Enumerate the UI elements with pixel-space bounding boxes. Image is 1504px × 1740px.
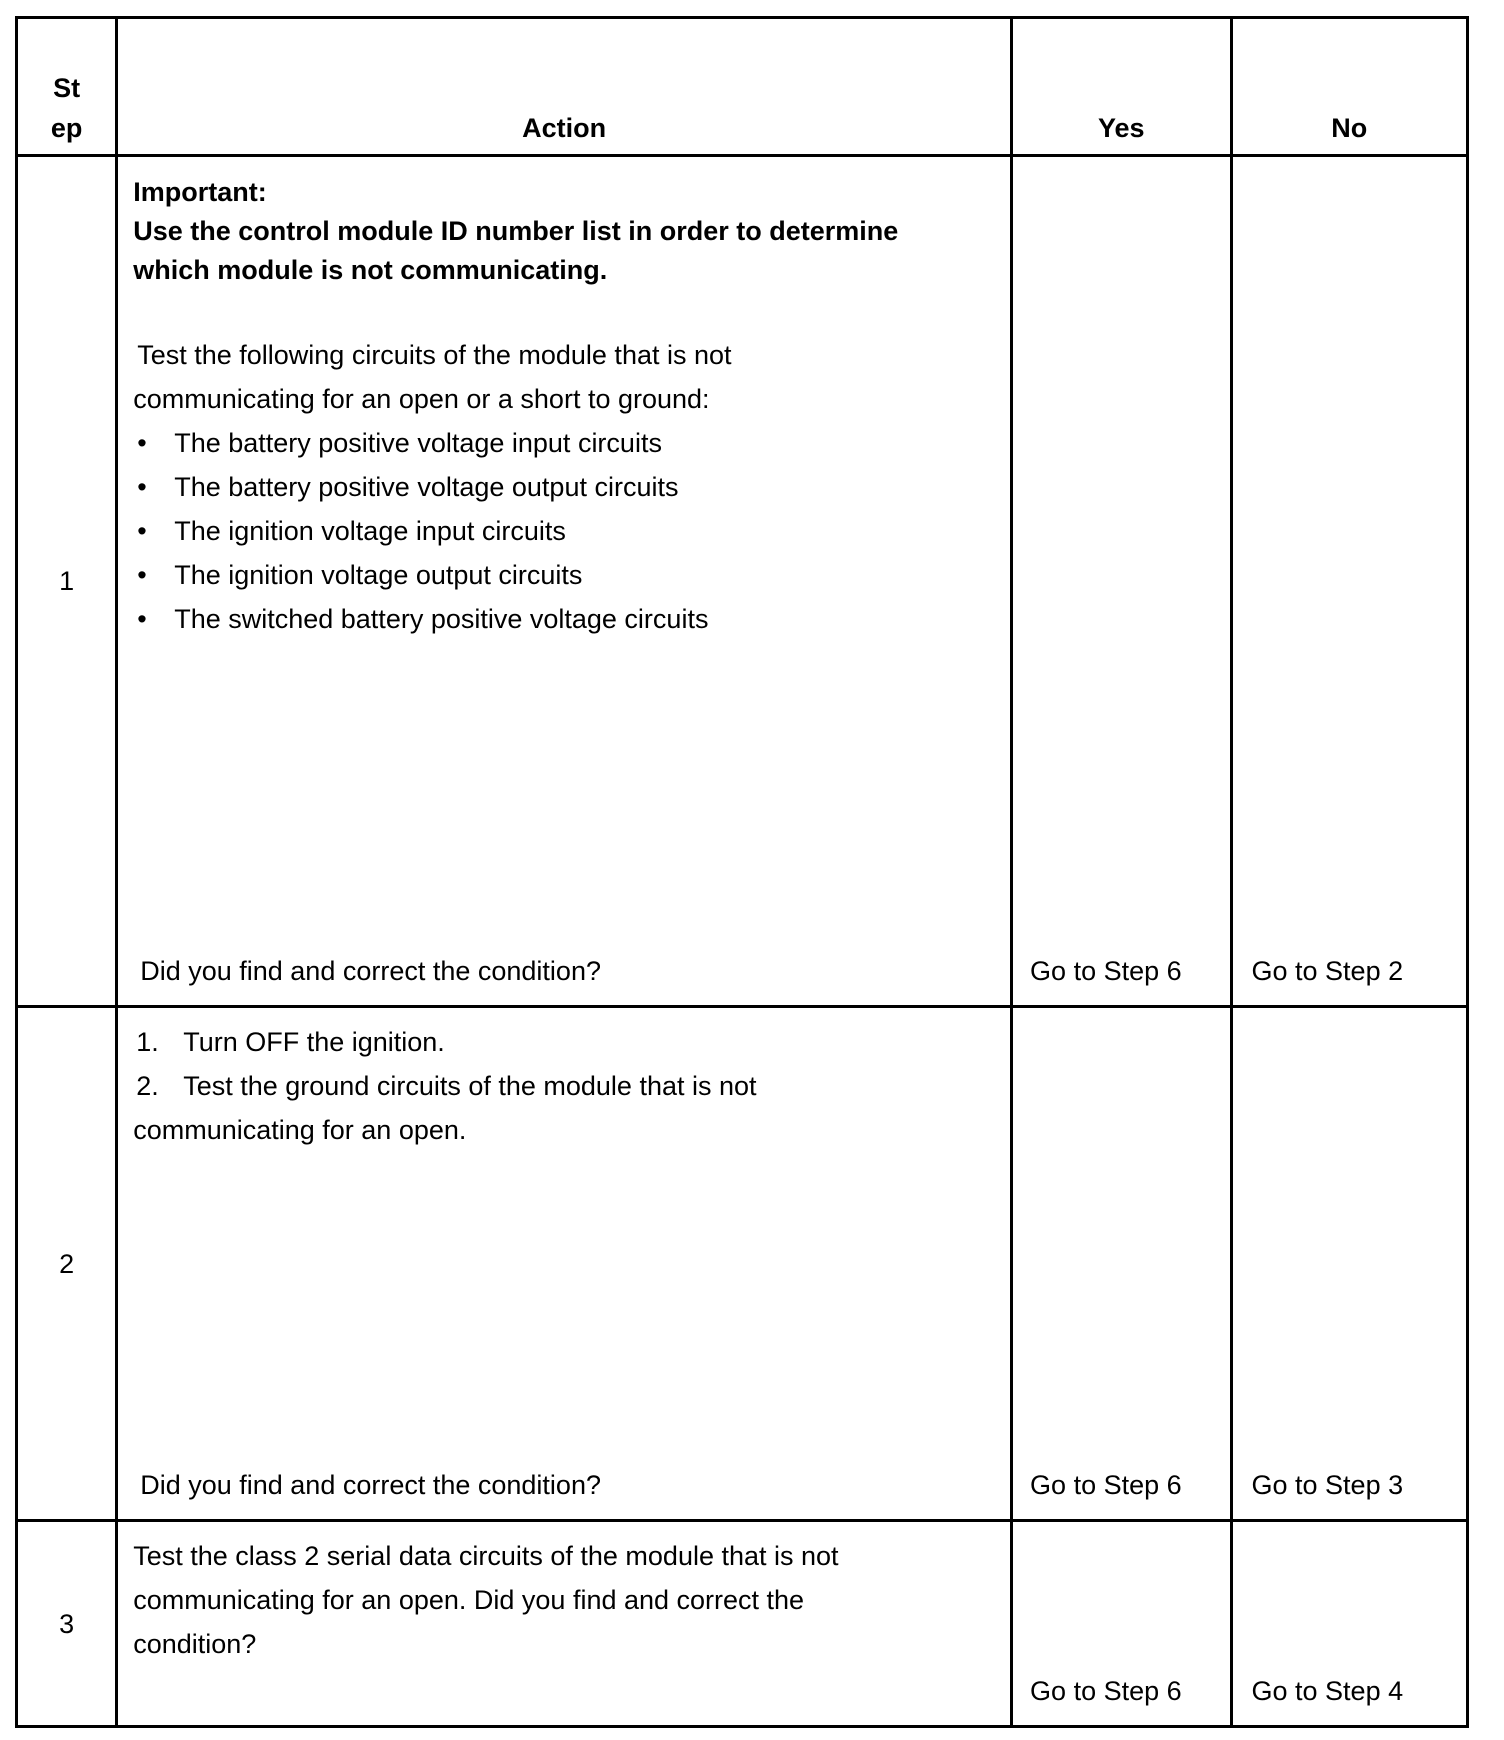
important-text-line: which module is not communicating. xyxy=(133,255,608,285)
action-line: Test the class 2 serial data circuits of the module that is not xyxy=(133,1541,839,1571)
diagnostic-table xyxy=(15,16,1469,1728)
list-item: • The switched battery positive voltage circuits xyxy=(133,597,996,641)
action-text xyxy=(133,1522,996,1666)
important-note xyxy=(133,157,996,290)
action-line: communicating for an open. Did you find and correct the xyxy=(133,1585,805,1615)
intro-line: communicating for an open or a short to ground: xyxy=(133,384,710,414)
procedure-list xyxy=(133,1008,996,1108)
list-item: • The battery positive voltage input circuits xyxy=(133,421,996,465)
header-step-line-1: St xyxy=(53,73,81,103)
table-header-row xyxy=(17,18,1468,156)
bullet-icon: • xyxy=(137,604,147,634)
intro-line: Test the following circuits of the module that is not xyxy=(137,340,732,370)
circuit-list xyxy=(133,421,996,641)
step-number: 3 xyxy=(17,1521,117,1727)
important-label: Important: xyxy=(133,177,267,207)
action-cell xyxy=(117,1007,1012,1521)
no-result: Go to Step 4 xyxy=(1231,1521,1468,1727)
header-step xyxy=(17,18,117,156)
item-number: 1. xyxy=(136,1027,159,1057)
step-number: 2 xyxy=(17,1007,117,1521)
yes-result: Go to Step 6 xyxy=(1012,1521,1231,1727)
question-text: Did you find and correct the condition? xyxy=(140,1470,601,1500)
item-number: 2. xyxy=(136,1071,159,1101)
bullet-icon: • xyxy=(137,472,147,502)
table-row xyxy=(17,1521,1468,1727)
step-number: 1 xyxy=(17,156,117,1007)
list-item: 2. Test the ground circuits of the module that is not xyxy=(133,1064,996,1108)
table-row xyxy=(17,1007,1468,1521)
yes-result: Go to Step 6 xyxy=(1012,1007,1231,1521)
action-cell xyxy=(117,156,1012,1007)
no-result: Go to Step 3 xyxy=(1231,1007,1468,1521)
continuation-text: communicating for an open. xyxy=(133,1115,467,1145)
intro-text xyxy=(133,333,996,421)
question-text: Did you find and correct the condition? xyxy=(140,956,601,986)
header-no: No xyxy=(1231,18,1468,156)
list-item: • The ignition voltage input circuits xyxy=(133,509,996,553)
list-item: • The battery positive voltage output circuits xyxy=(133,465,996,509)
bullet-icon: • xyxy=(137,560,147,590)
bullet-icon: • xyxy=(137,516,147,546)
important-text-line: Use the control module ID number list in order to determine xyxy=(133,216,899,246)
no-result: Go to Step 2 xyxy=(1231,156,1468,1007)
yes-result: Go to Step 6 xyxy=(1012,156,1231,1007)
bullet-icon: • xyxy=(137,428,147,458)
action-cell xyxy=(117,1521,1012,1727)
list-item: 1. Turn OFF the ignition. xyxy=(133,1020,996,1064)
action-line: condition? xyxy=(133,1629,257,1659)
header-action: Action xyxy=(117,18,1012,156)
header-step-line-2: ep xyxy=(50,113,83,143)
header-yes: Yes xyxy=(1012,18,1231,156)
table-row xyxy=(17,156,1468,1007)
list-item: • The ignition voltage output circuits xyxy=(133,553,996,597)
